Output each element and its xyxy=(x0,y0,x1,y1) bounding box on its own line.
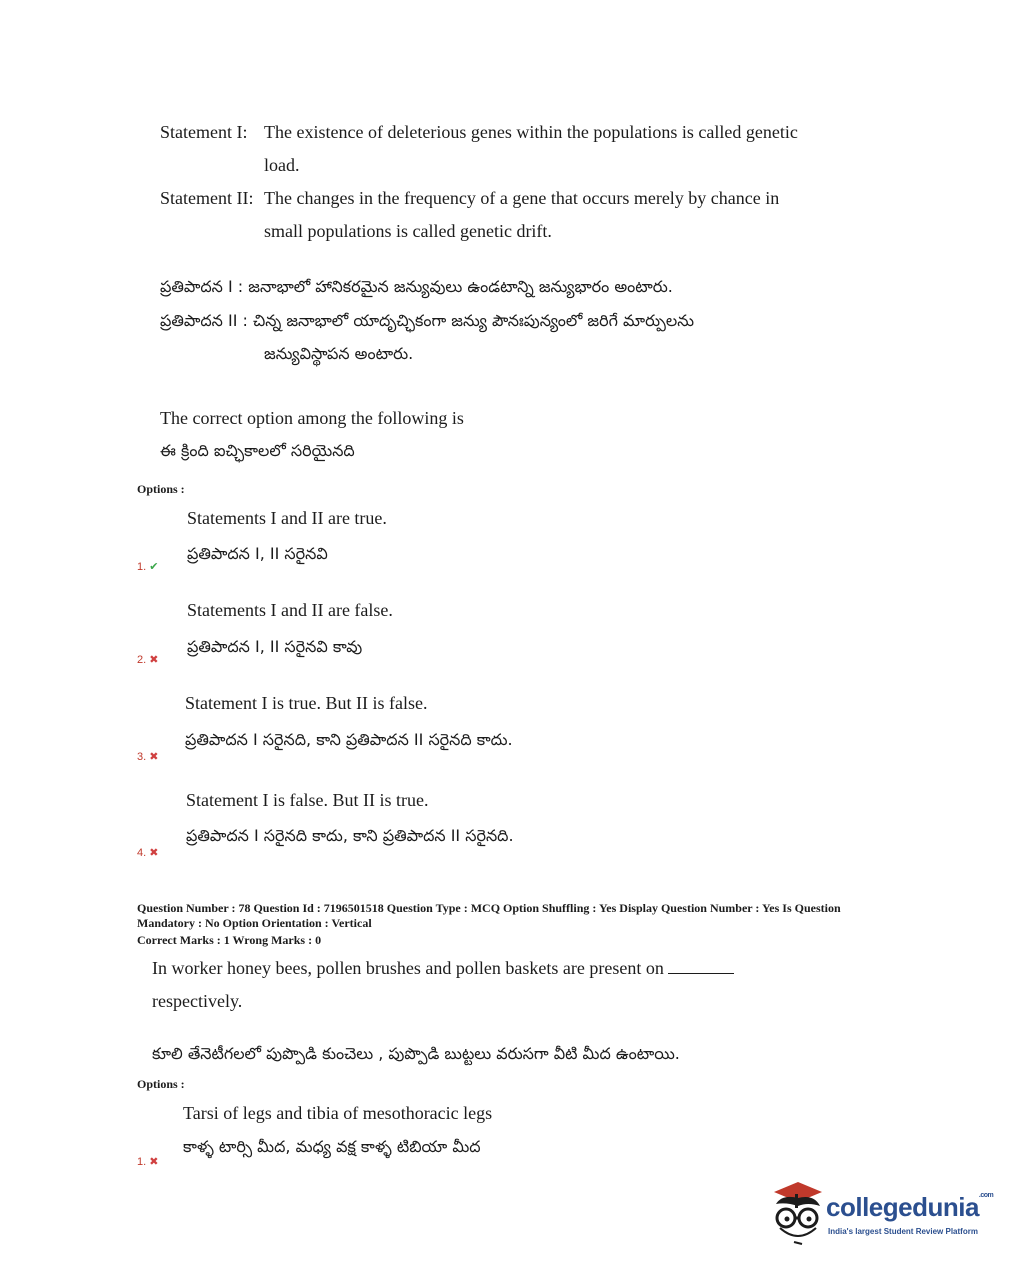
cross-icon: ✖ xyxy=(149,1156,159,1168)
options-label: Options : xyxy=(137,1077,185,1091)
statement2-label: Statement II: xyxy=(160,188,254,208)
cross-icon: ✖ xyxy=(149,751,159,763)
option-1-marker xyxy=(137,1155,158,1169)
option-number: 2. xyxy=(137,654,147,666)
logo-tagline: India's largest Student Review Platform xyxy=(828,1227,978,1236)
cross-icon: ✖ xyxy=(149,654,159,666)
statement1-text: The existence of deleterious genes within the populations is called genetic xyxy=(264,122,798,142)
option-3-marker xyxy=(137,750,158,764)
option-number: 1. xyxy=(137,561,147,573)
option-1-telugu[interactable]: ప్రతిపాదన I, II సరైనవి xyxy=(187,544,328,563)
option-1-telugu[interactable]: కాళ్ళ టార్సి మీద, మధ్య వక్ష కాళ్ళ టిబియా మీద xyxy=(183,1137,481,1156)
question78-text-continued: respectively. xyxy=(152,991,243,1011)
option-1-english[interactable]: Statements I and II are true. xyxy=(187,508,387,528)
options-label: Options : xyxy=(137,482,185,496)
statement2-text-continued: small populations is called genetic drift. xyxy=(264,221,552,241)
option-4-marker xyxy=(137,846,158,860)
telugu-statement1: ప్రతిపాదన I : జనాభాలో హానికరమైన జన్యువులు ఉండటాన్ని జన్యుభారం అంటారు. xyxy=(160,277,673,296)
answer-blank xyxy=(668,959,734,974)
prompt-telugu: ఈ క్రింది ఐచ్ఛికాలలో సరియైనది xyxy=(160,441,355,460)
option-2-marker xyxy=(137,653,158,667)
option-2-telugu[interactable]: ప్రతిపాదన I, II సరైనవి కావు xyxy=(187,637,363,656)
option-3-english[interactable]: Statement I is true. But II is false. xyxy=(185,693,428,713)
option-2-english[interactable]: Statements I and II are false. xyxy=(187,600,393,620)
question78-text xyxy=(152,957,734,979)
question-meta-continued: Mandatory : No Option Orientation : Vertical xyxy=(137,916,372,930)
question78-text-line1: In worker honey bees, pollen brushes and pollen baskets are present on xyxy=(152,958,664,978)
telugu-statement2-continued: జన్యువిస్థాపన అంటారు. xyxy=(264,344,414,363)
logo-wordmark xyxy=(826,1192,993,1223)
option-4-english[interactable]: Statement I is false. But II is true. xyxy=(186,790,429,810)
check-icon: ✔ xyxy=(149,561,159,573)
telugu-statement2: ప్రతిపాదన II : చిన్న జనాభాలో యాదృచ్ఛికంగా జన్యు పౌనఃపున్యంలో జరిగే మార్పులను xyxy=(160,311,694,330)
statement1-text-continued: load. xyxy=(264,155,300,175)
question-marks: Correct Marks : 1 Wrong Marks : 0 xyxy=(137,933,322,947)
option-3-telugu[interactable]: ప్రతిపాదన I సరైనది, కాని ప్రతిపాదన II సరైనది కాదు. xyxy=(185,730,513,749)
logo-name: collegedunia xyxy=(826,1192,979,1222)
question-meta: Question Number : 78 Question Id : 7196501518 Question Type : MCQ Option Shuffling : Yes Display Question Number : Yes Is Question xyxy=(137,901,841,915)
option-number: 4. xyxy=(137,847,147,859)
logo-tld: .com xyxy=(978,1192,994,1199)
option-number: 1. xyxy=(137,1156,147,1168)
question78-telugu: కూలి తేనెటీగలలో పుప్పొడి కుంచెలు , పుప్పొడి బుట్టలు వరుసగా వీటి మీద ఉంటాయి. xyxy=(152,1044,680,1063)
option-1-english[interactable]: Tarsi of legs and tibia of mesothoracic legs xyxy=(183,1103,493,1123)
statement1-label: Statement I: xyxy=(160,122,248,142)
cross-icon: ✖ xyxy=(149,847,159,859)
mascot-icon xyxy=(768,1178,828,1248)
option-number: 3. xyxy=(137,751,147,763)
statement2-text: The changes in the frequency of a gene that occurs merely by chance in xyxy=(264,188,780,208)
prompt-english: The correct option among the following is xyxy=(160,408,464,428)
option-1-marker xyxy=(137,560,158,574)
option-4-telugu[interactable]: ప్రతిపాదన I సరైనది కాదు, కాని ప్రతిపాదన II సరైనది. xyxy=(186,826,514,845)
